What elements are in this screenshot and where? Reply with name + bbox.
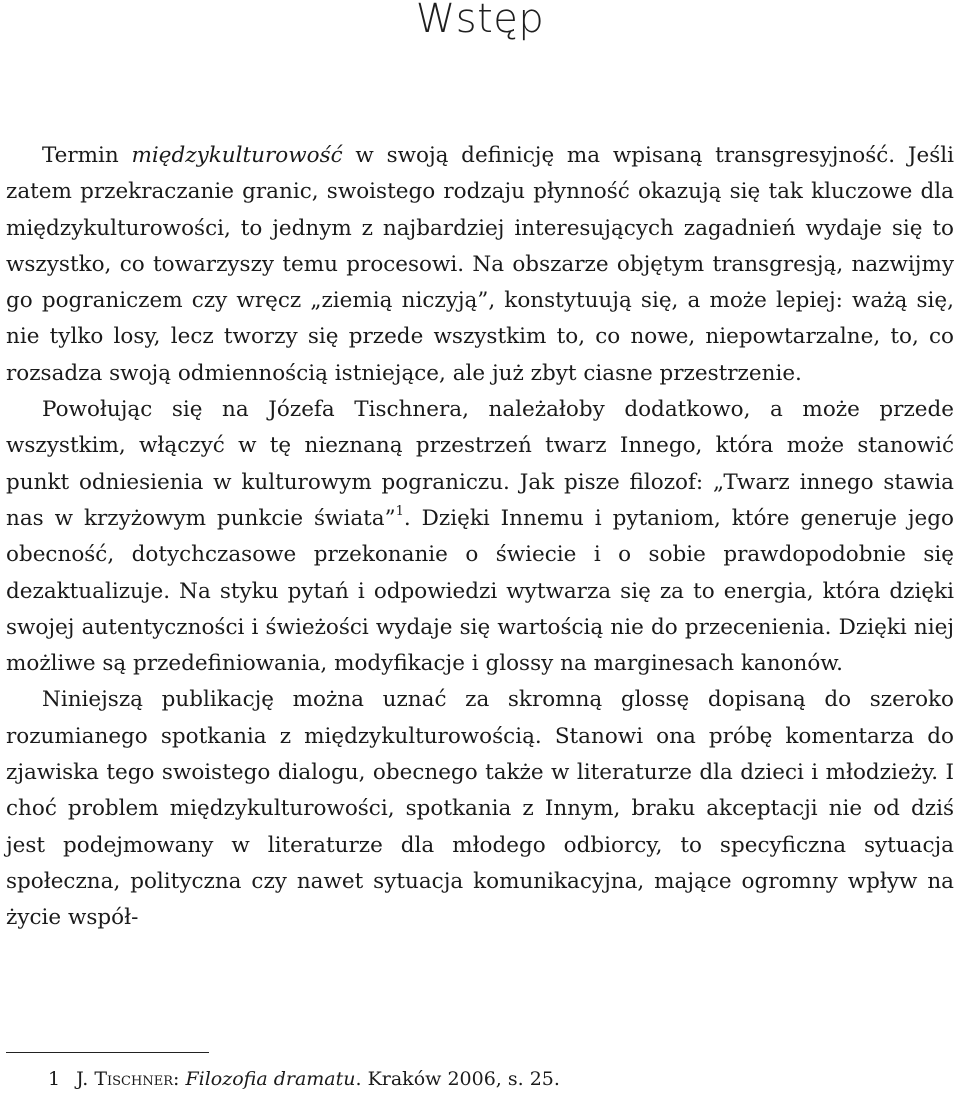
footnote-work-title: Filozofia dramatu [185,1068,356,1090]
paragraph-3: Niniejszą publikację można uznać za skromną glossę dopisaną do szeroko rozumianego spotkania z międzykulturowością. Stanowi ona próbę komentarza do zjawiska tego swoistego dialogu, obecnego także w literaturze dla dzieci i młodzieży. I choć problem międzykulturowości, spotkania z Innym, braku akceptacji nie od dziś jest podejmowany w literaturze dla młodego odbiorcy, to specyficzna sytuacja społeczna, polityczna czy nawet sytuacja komunikacyjna, mające ogromny wpływ na życie współ- [6,687,954,931]
footnote-number: 1 [48,1068,61,1090]
paragraph-1-text-a: Termin [42,143,132,168]
footnote-colon: : [172,1068,186,1090]
paragraph-2 [6,392,954,682]
paragraph-2-text-a: Powołując się na Józefa Tischnera, należałoby dodatkowo, a może przede wszystkim, włączyć w tę nieznaną przestrzeń twarz Innego, która może stanowić punkt odniesienia w kulturowym pograniczu. Jak pisze filozof: „Twarz innego stawia nas w krzyżowym punkcie świata” [6,397,954,531]
footnote-reference: 1 [395,503,404,519]
paragraph-1-text-b: w swoją definicję ma wpisaną transgresyjność. Jeśli zatem przekraczanie granic, swoistego rodzaju płynność okazują się tak kluczowe dla międzykulturowości, to jednym z najbardziej interesujących zagadnień wydaje się to wszystko, co towarzyszy temu procesowi. Na obszarze objętym transgresją, nazwijmy go pograniczem czy wręcz „ziemią niczyją”, konstytuują się, a może lepiej: ważą się, nie tylko losy, lecz tworzy się przede wszystkim to, co nowe, niepowtarzalne, to, co rozsadza swoją odmiennością istniejące, ale już zbyt ciasne przestrzenie. [6,143,954,386]
paragraph-2-text-b: . Dzięki Innemu i pytaniom, które generuje jego obecność, dotychczasowe przekonanie o świecie i o sobie prawdopodobnie się dezaktualizuje. Na styku pytań i odpowiedzi wytwarza się za to energia, która dzięki swojej autentyczności i świeżości wydaje się wartością nie do przecenienia. Dzięki niej możliwe są przedefiniowania, modyfikacje i glossy na marginesach kanonów. [6,505,954,677]
footnote-separator [6,1052,209,1053]
body-text [6,138,954,937]
term-emphasis: międzykulturowość [131,143,343,168]
paragraph-1 [6,138,954,392]
footnote-author-initial: J. [76,1068,95,1090]
footnote-publication: . Kraków 2006, s. 25. [355,1068,560,1090]
footnote-author-name: Tischner [94,1068,173,1090]
page-title: Wstęp [415,0,545,42]
footnote [48,1066,560,1092]
